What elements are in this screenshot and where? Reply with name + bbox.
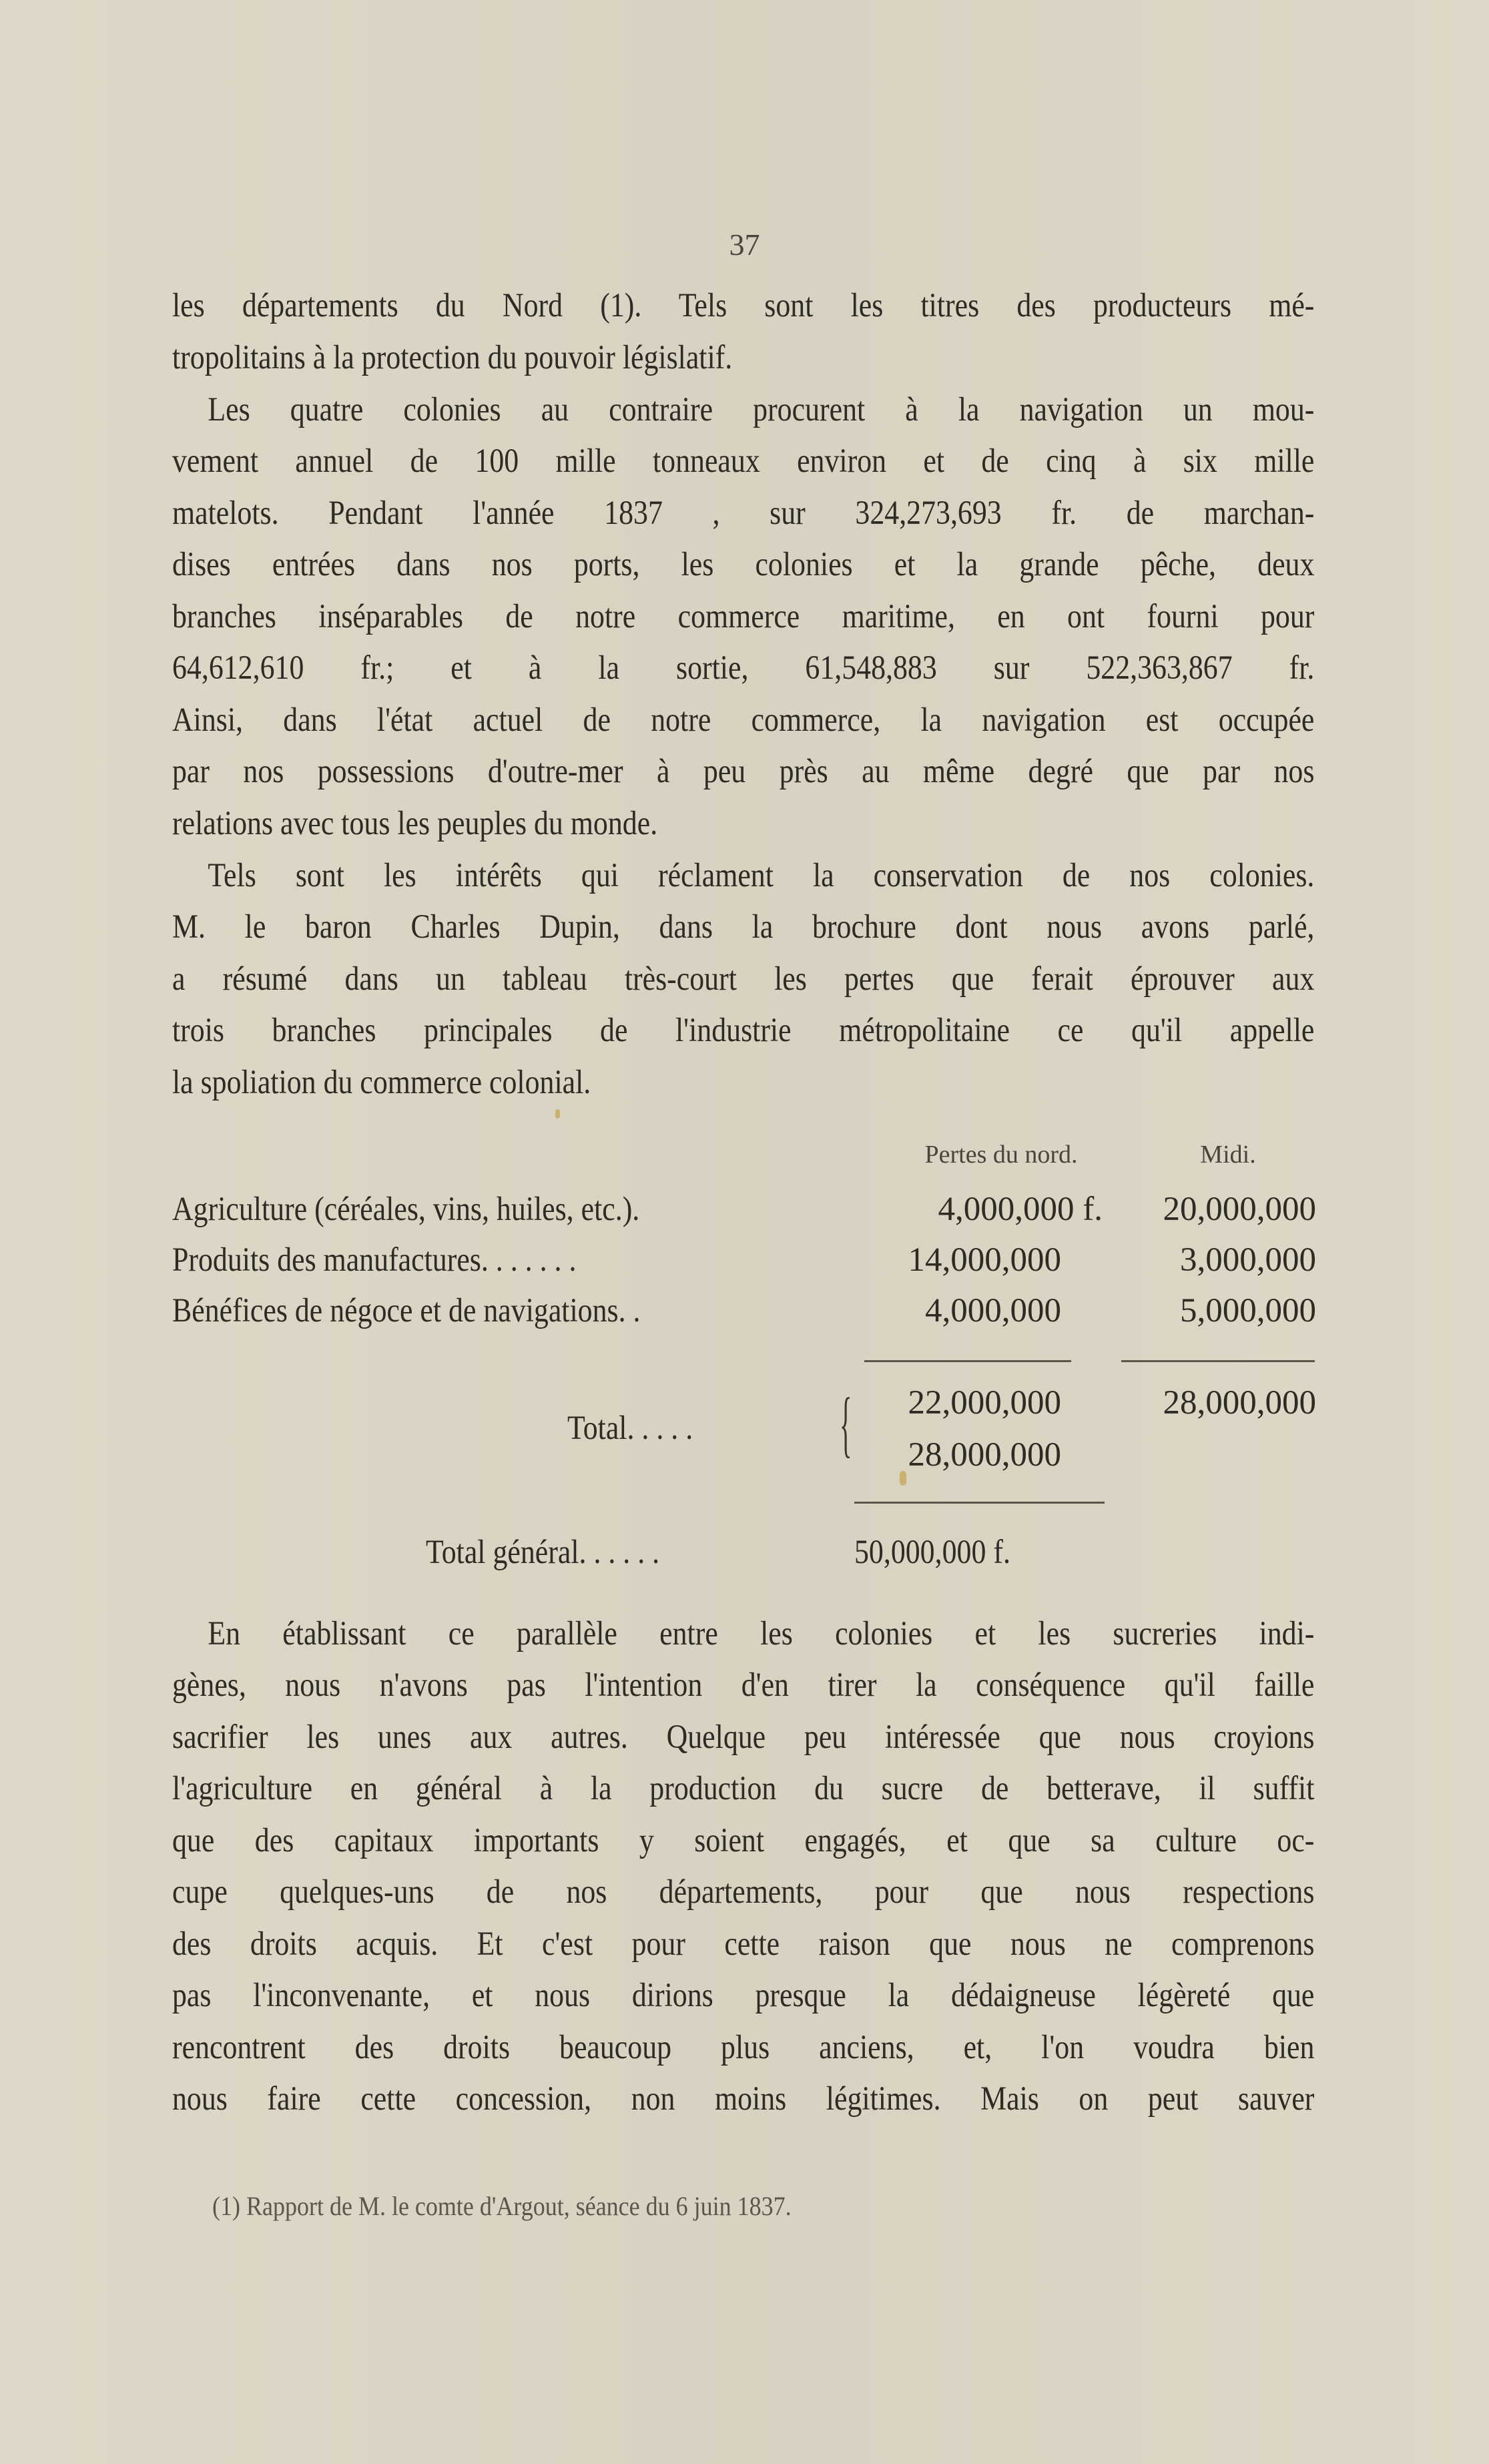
text-line: Tels sont les intérêts qui réclament la conservation de nos colonies. (208, 857, 1315, 894)
total-value-nord: 22,000,000 (908, 1384, 1061, 1422)
total-label: Total. . . . . (567, 1410, 693, 1447)
text-line: M. le baron Charles Dupin, dans la brochure dont nous avons parlé, (172, 908, 1315, 946)
text-line: vement annuel de 100 mille tonneaux environ et de cinq à six mille (172, 442, 1315, 480)
text-line: des droits acquis. Et c'est pour cette raison que nous ne comprenons (172, 1925, 1315, 1963)
text-line: 64,612,610 fr.; et à la sortie, 61,548,883 sur 522,363,867 fr. (172, 649, 1315, 687)
column-header-nord: Pertes du nord. (924, 1141, 1078, 1169)
column-header-midi: Midi. (1200, 1141, 1256, 1169)
row-label: Bénéfices de négoce et de navigations. . (172, 1292, 641, 1329)
text-line: par nos possessions d'outre-mer à peu près au même degré que par nos (172, 753, 1315, 790)
text-line: gènes, nous n'avons pas l'intention d'en tirer la conséquence qu'il faille (172, 1666, 1315, 1704)
row-value-midi: 5,000,000 (1180, 1292, 1316, 1329)
row-value-midi: 20,000,000 (1163, 1191, 1316, 1228)
text-line: Les quatre colonies au contraire procurent à la navigation un mou- (208, 391, 1315, 428)
text-line: trois branches principales de l'industrie métropolitaine ce qu'il appelle (172, 1012, 1315, 1049)
subtotal-rule-midi (1121, 1360, 1315, 1362)
footnote: (1) Rapport de M. le comte d'Argout, séance du 6 juin 1837. (212, 2191, 792, 2221)
text-line: que des capitaux importants y soient engagés, et que sa culture oc- (172, 1822, 1315, 1859)
row-value-nord: 4,000,000 (925, 1292, 1061, 1329)
row-value-nord: 4,000,000 f. (938, 1191, 1103, 1228)
text-line: tropolitains à la protection du pouvoir législatif. (172, 339, 733, 376)
paper-stain (900, 1471, 906, 1486)
text-line: nous faire cette concession, non moins légitimes. Mais on peut sauver (172, 2080, 1315, 2118)
total-value-midi: 28,000,000 (1163, 1384, 1316, 1422)
text-line: l'agriculture en général à la production du sucre de betterave, il suffit (172, 1770, 1315, 1807)
row-value-nord: 14,000,000 (908, 1241, 1061, 1279)
text-line: Ainsi, dans l'état actuel de notre commerce, la navigation est occupée (172, 701, 1315, 739)
text-line: dises entrées dans nos ports, les colonies et la grande pêche, deux (172, 546, 1315, 583)
text-line: rencontrent des droits beaucoup plus anciens, et, l'on voudra bien (172, 2029, 1315, 2066)
subtotal-rule-nord (864, 1360, 1071, 1362)
grand-total-label: Total général. . . . . . (426, 1534, 660, 1571)
text-line: En établissant ce parallèle entre les colonies et les sucreries indi- (208, 1615, 1315, 1652)
row-label: Agriculture (céréales, vins, huiles, etc.). (172, 1191, 640, 1228)
text-line: la spoliation du commerce colonial. (172, 1064, 591, 1101)
text-line: pas l'inconvenante, et nous dirions presque la dédaigneuse légèreté que (172, 1977, 1315, 2014)
brace-icon: { (840, 1383, 852, 1464)
grand-total-value: 50,000,000 f. (854, 1534, 1010, 1571)
text-line: sacrifier les unes aux autres. Quelque peu intéressée que nous croyions (172, 1719, 1315, 1756)
row-label: Produits des manufactures. . . . . . . (172, 1241, 577, 1279)
paper-stain (555, 1109, 560, 1119)
grand-total-rule (854, 1502, 1105, 1504)
text-line: relations avec tous les peuples du monde. (172, 805, 658, 842)
total-value-midi-carried: 28,000,000 (908, 1436, 1061, 1474)
text-line: a résumé dans un tableau très-court les pertes que ferait éprouver aux (172, 960, 1315, 998)
text-line: matelots. Pendant l'année 1837 , sur 324,273,693 fr. de marchan- (172, 495, 1315, 532)
text-line: les départements du Nord (1). Tels sont les titres des producteurs mé- (172, 287, 1315, 324)
text-line: branches inséparables de notre commerce maritime, en ont fourni pour (172, 598, 1315, 635)
row-value-midi: 3,000,000 (1180, 1241, 1316, 1279)
page-number: 37 (729, 228, 760, 262)
text-line: cupe quelques-uns de nos départements, pour que nous respections (172, 1873, 1315, 1911)
